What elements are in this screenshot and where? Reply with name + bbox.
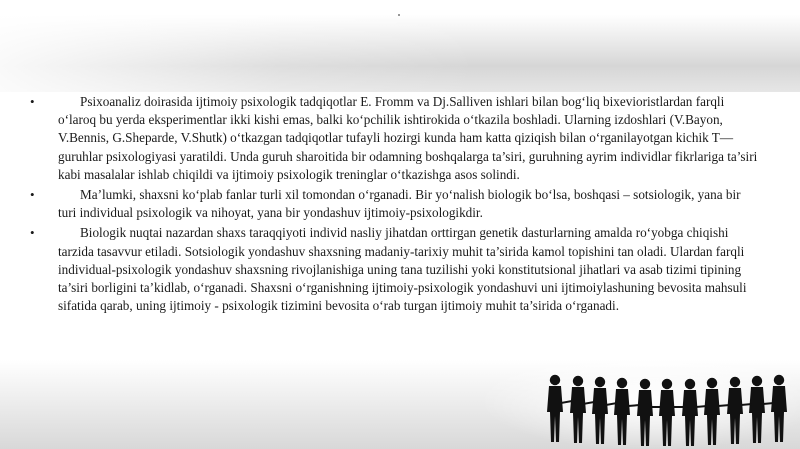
- people-silhouette-footer: [0, 360, 800, 449]
- bullet-text: Biologik nuqtai nazardan shaxs taraqqiyoti individ nasliy jihatdan orttirgan genetik dasturlarning amalda ro‘yobga chiqishi tarzida tasavvur etiladi. Sotsiologik yondashuv shaxsning madaniy-tarixiy muhit ta’sirida kamol topishini tan oladi. Ulardan farqli individual-psixologik yondashuv shaxsning rivojlanishiga uning tana tuzilishi yoki konstitutsional jihatlari va asab tizimi tipining ta’siri borligini ta’kidlab, o‘rganadi. Shaxsni o‘rganishning ijtimoiy-psixologik yondashuvi uni ijtimoiylashuning bevosita mahsuli sifatida qarab, uning ijtimoiy - psixologik tizimini bevosita o‘rab turgan ijtimoiy muhit ta’sirida o‘rganadi.: [58, 225, 747, 314]
- bullet-item-1: [30, 93, 760, 184]
- header-dot: [398, 14, 400, 16]
- bullet-item-3: [30, 224, 760, 315]
- bullet-text: Psixoanaliz doirasida ijtimoiy psixologik tadqiqotlar E. Fromm va Dj.Salliven ishlari bilan bog‘liq bixevioristlardan farqli o‘laroq bu yerda eksperimentlar ikki kishi emas, balki ko‘pchilik ishtirokida o‘tkazila boshladi. Ularning izdoshlari (V.Bayon, V.Bennis, G.Sheparde, V.Shutk) o‘tkazgan tadqiqotlar tufayli hozirgi kunda ham katta qiziqish bilan o‘rganilayotgan kichik T—guruhlar psixologiyasi yaratildi. Unda guruh sharoitida bir odamning boshqalarga ta’siri, guruhning ayrim individlar fikrlariga ta’siri kabi masalalar ishlab chiqildi va ijtimoiy psixologik treninglar o‘tkazishga asos solindi.: [58, 94, 758, 182]
- slide-body: [30, 93, 760, 317]
- bullet-marker: •: [30, 187, 35, 203]
- bullet-marker: •: [30, 94, 35, 109]
- header-gradient-band: [0, 0, 800, 92]
- bullet-item-2: [30, 186, 760, 222]
- bullet-marker: •: [30, 225, 35, 241]
- bullet-text: Ma’lumki, shaxsni ko‘plab fanlar turli xil tomondan o‘rganadi. Bir yo‘nalish biologik bo‘lsa, boshqasi – sotsiologik, yana bir turi individual psixologik va nihoyat, yana bir yondashuv ijtimoiy-psixologikdir.: [58, 187, 741, 221]
